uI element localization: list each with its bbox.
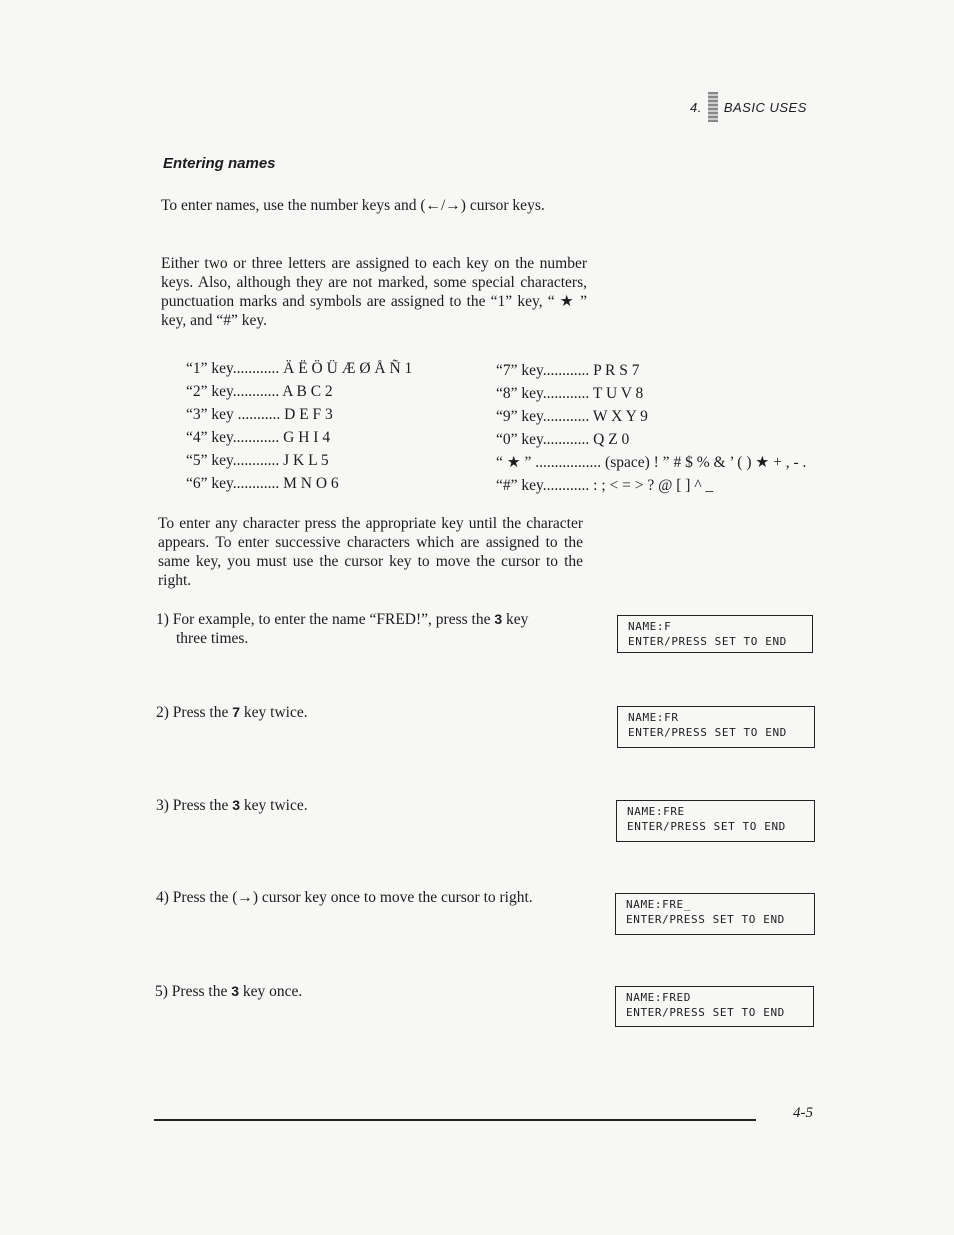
- key-row: “4” key............ G H I 4: [186, 429, 331, 446]
- key-table-left: [186, 357, 412, 495]
- intro-paragraph: To enter names, use the number keys and (←/→) cursor keys.: [161, 197, 545, 214]
- lcd-line-1: NAME:F: [628, 620, 672, 633]
- lcd-line-2: ENTER/PRESS SET TO END: [626, 913, 785, 926]
- key-row: “1” key............ Ä Ë Ö Ü Æ Ø Å Ñ 1: [186, 360, 413, 377]
- step-5: 5) Press the 3 key once.: [155, 983, 303, 1000]
- key-row: “5” key............ J K L 5: [186, 452, 329, 469]
- running-header: [690, 92, 807, 122]
- lcd-display-step-5: [615, 986, 814, 1027]
- footer-rule: [154, 1119, 756, 1121]
- key-row: “7” key............ P R S 7: [496, 362, 640, 379]
- lcd-line-1: NAME:FR: [628, 711, 679, 724]
- key-table-right: [496, 359, 806, 497]
- lcd-display-step-2: [617, 706, 815, 748]
- step-2: 2) Press the 7 key twice.: [156, 704, 308, 721]
- chapter-tab-marker: [708, 92, 718, 122]
- lcd-line-1: NAME:FRE: [627, 805, 685, 818]
- lcd-line-2: ENTER/PRESS SET TO END: [626, 1006, 785, 1019]
- step-1: 1) For example, to enter the name “FRED!”, press the 3 key three times.: [156, 611, 529, 647]
- lcd-display-step-1: [617, 615, 813, 653]
- key-row: “6” key............ M N O 6: [186, 475, 339, 492]
- chapter-title: BASIC USES: [723, 99, 807, 115]
- key-row: “3” key ........... D E F 3: [186, 406, 333, 423]
- key-row: “0” key............ Q Z 0: [496, 431, 630, 448]
- assignment-paragraph: Either two or three letters are assigned to each key on the number keys. Also, although they are not marked, some special characters, punctuation marks and symbols are assigned to the “1” key, “ ★ ” key, and “#” key.: [161, 255, 587, 329]
- lcd-line-1: NAME:FRED: [626, 991, 692, 1004]
- lcd-line-1: NAME:FRE_: [626, 898, 692, 911]
- lcd-line-2: ENTER/PRESS SET TO END: [628, 635, 787, 648]
- key-row: “8” key............ T U V 8: [496, 385, 644, 402]
- section-title: Entering names: [163, 155, 276, 172]
- lcd-display-step-4: [615, 893, 815, 935]
- page-number: 4-5: [793, 1105, 813, 1121]
- step-4: 4) Press the (→) cursor key once to move the cursor to right.: [156, 889, 533, 906]
- key-row: “2” key............ A B C 2: [186, 383, 333, 400]
- chapter-number: 4.: [690, 99, 702, 115]
- step-3: 3) Press the 3 key twice.: [156, 797, 308, 814]
- character-entry-paragraph: To enter any character press the appropriate key until the character appears. To enter successive characters which are assigned to the same key, you must use the cursor key to move the cursor to the right.: [158, 515, 583, 589]
- key-row: “#” key............ : ; < = > ? @ [ ] ^ _: [496, 477, 714, 494]
- key-row: “ ★ ” ................. (space) ! ” # $ % & ’ ( ) ★ + , - .: [496, 454, 807, 471]
- lcd-display-step-3: [616, 800, 815, 842]
- lcd-line-2: ENTER/PRESS SET TO END: [628, 726, 787, 739]
- key-row: “9” key............ W X Y 9: [496, 408, 648, 425]
- lcd-line-2: ENTER/PRESS SET TO END: [627, 820, 786, 833]
